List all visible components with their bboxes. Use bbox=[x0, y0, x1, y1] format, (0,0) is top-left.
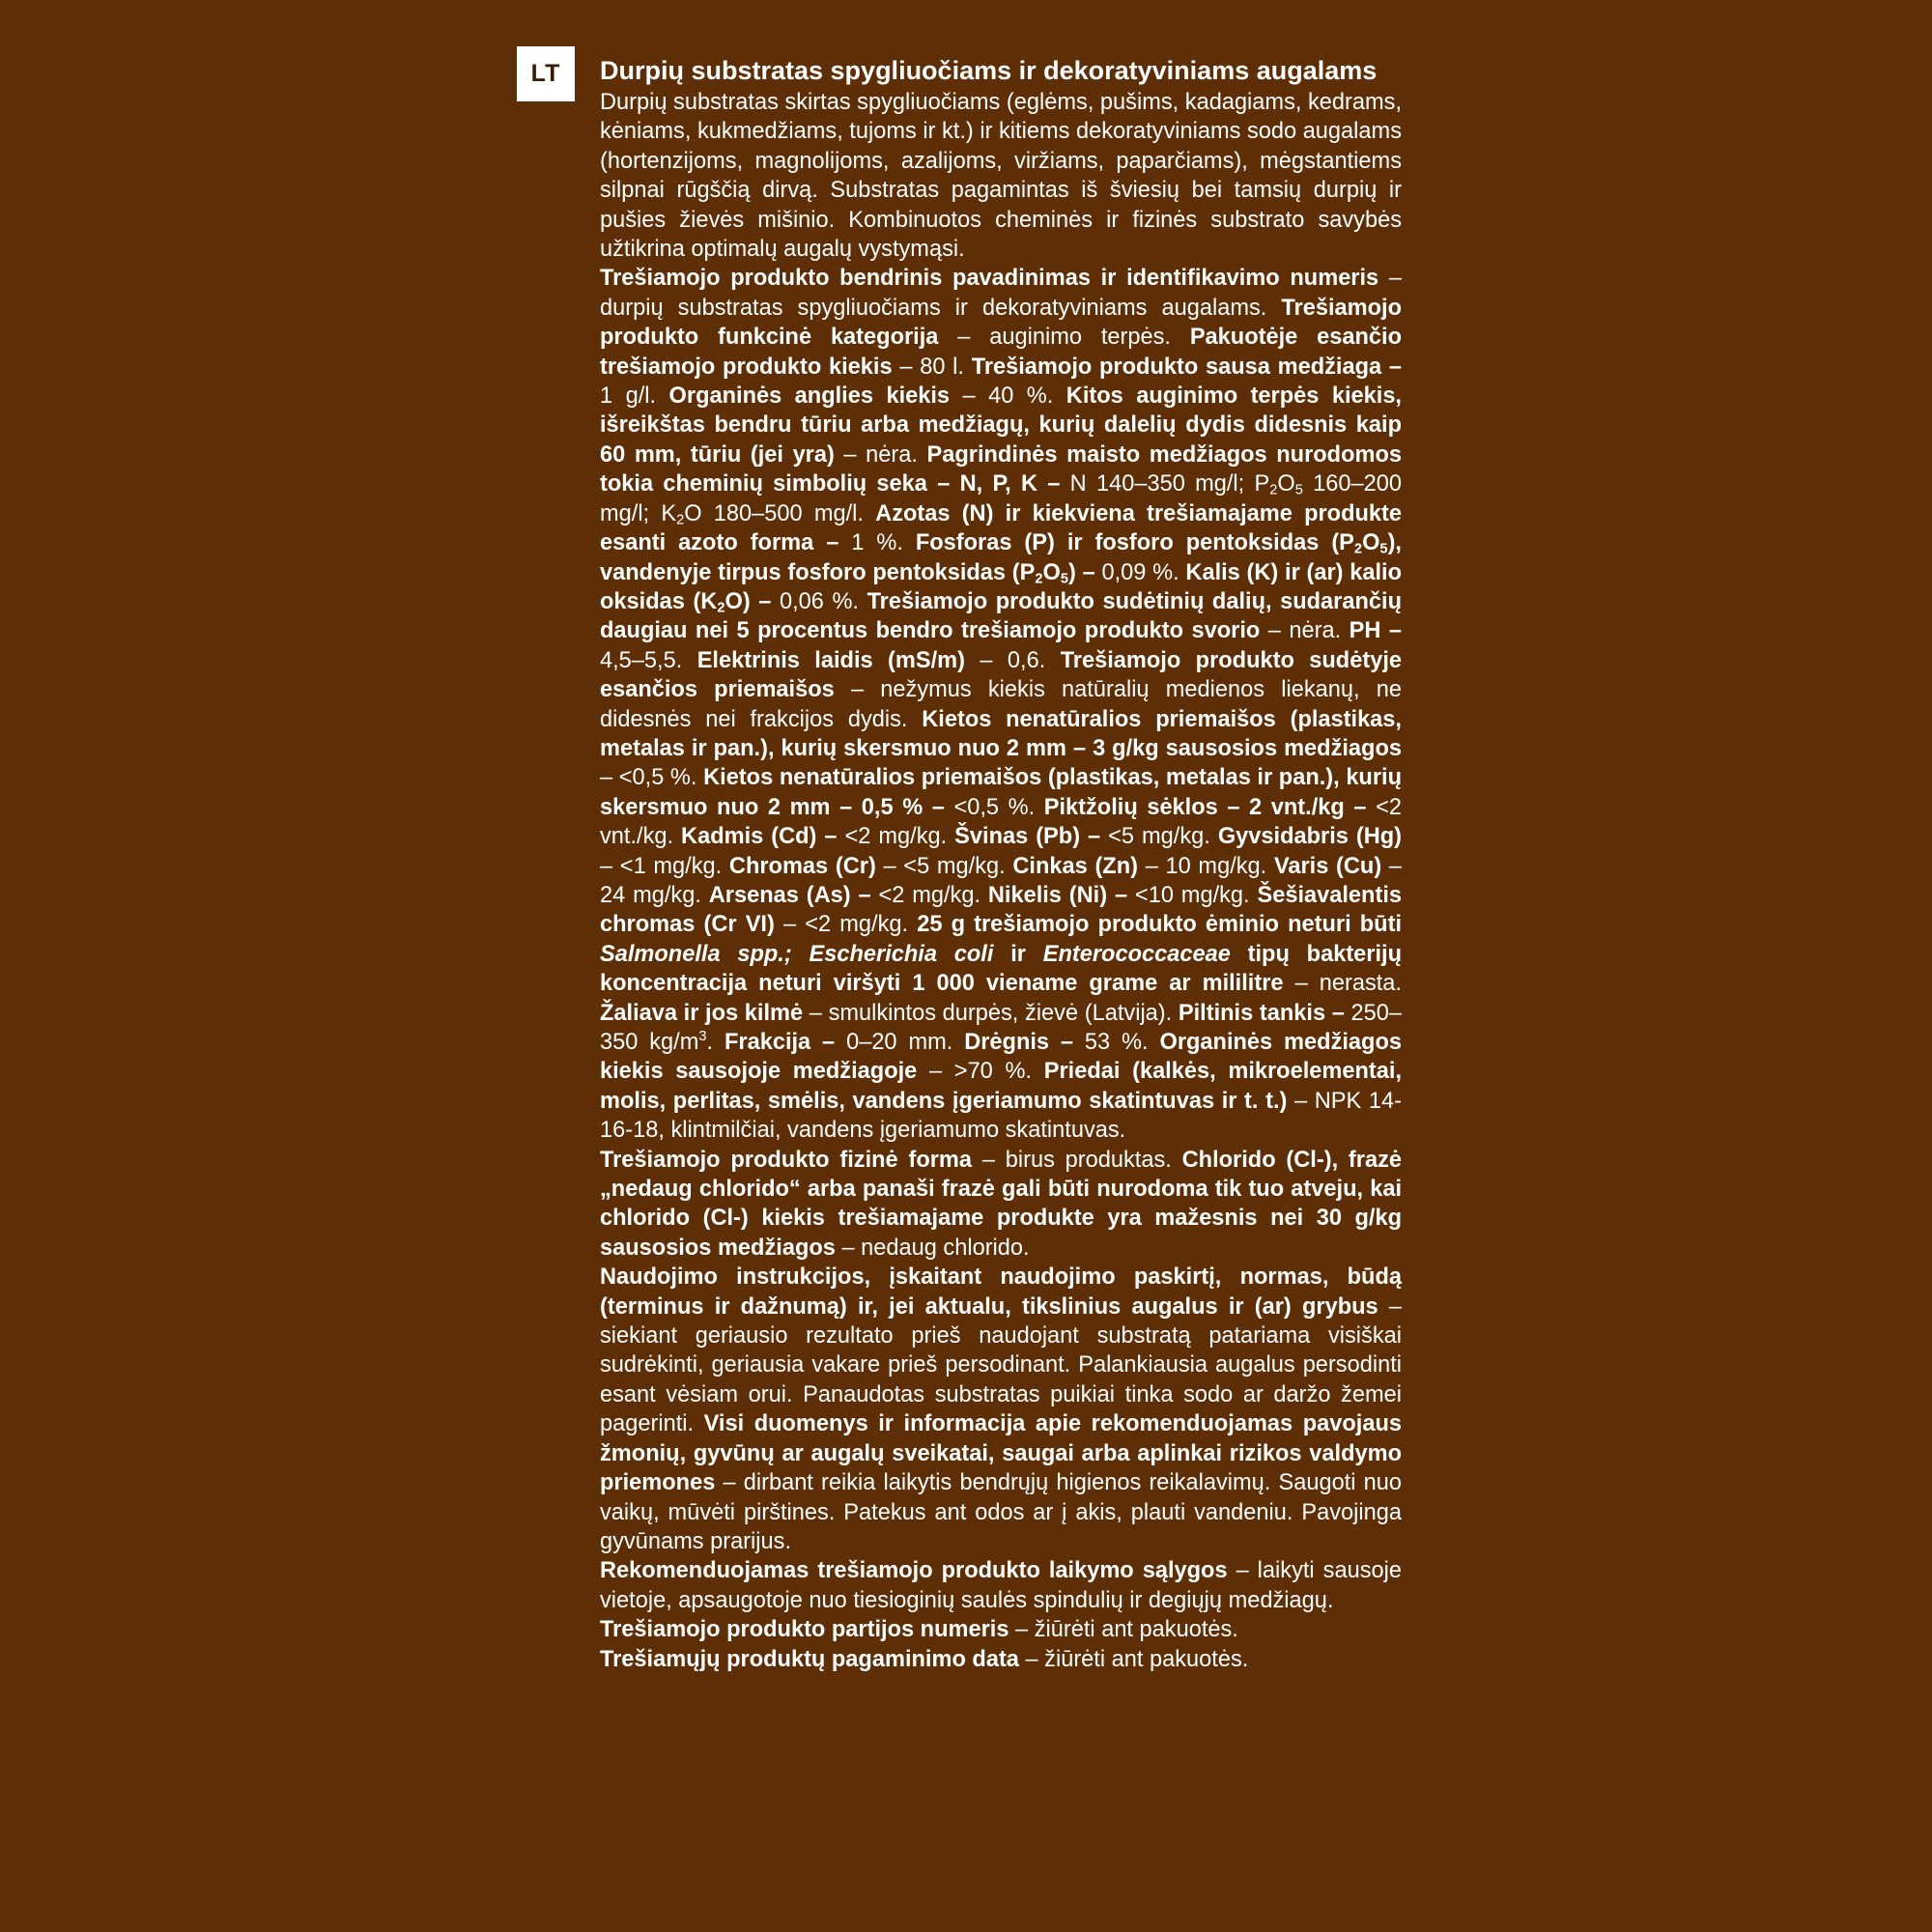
spec-label: Trešiamojo produkto bendrinis pavadinimas ir identifikavimo numeris bbox=[600, 266, 1379, 292]
subscript: 5 bbox=[1294, 482, 1303, 498]
production-date-line bbox=[600, 1645, 1402, 1674]
subscript: 2 bbox=[1269, 482, 1278, 498]
spec-label: Trešiamojo produkto partijos numeris bbox=[600, 1617, 1009, 1643]
spec-label: Žaliava ir jos kilmė bbox=[600, 1000, 804, 1026]
spec-value: <10 mg/kg. bbox=[1127, 882, 1258, 908]
spec-label: Cinkas (Zn) bbox=[1012, 853, 1138, 879]
spec-value: – 0,6. bbox=[965, 647, 1061, 673]
spec-label: Naudojimo instrukcijos, įskaitant naudojimo paskirtį, normas, būdą (terminus ir dažnumą) ir, jei aktualu, tikslinius augalus ir (ar) grybus bbox=[600, 1264, 1402, 1320]
spec-label: Pakuotėje esančio trešiamojo produkto kiekis bbox=[600, 325, 1402, 380]
spec-value: 0–20 mm. bbox=[835, 1030, 965, 1055]
spec-label-part: O) – bbox=[724, 588, 772, 614]
spec-value: – nerasta. bbox=[1283, 971, 1402, 997]
spec-label: PH – bbox=[1349, 618, 1403, 644]
spec-value: 4,5–5,5. bbox=[600, 647, 697, 673]
spec-label: Gyvsidabris (Hg) bbox=[1217, 824, 1403, 850]
spec-value: – 40 %. bbox=[950, 384, 1066, 410]
spec-label-part: Kalis (K) ir (ar) kalio oksidas (K bbox=[600, 559, 1402, 614]
subscript: 5 bbox=[1379, 541, 1388, 557]
spec-value: – 24 mg/kg. bbox=[600, 853, 1403, 908]
spec-value: – siekiant geriausio rezultato prieš naudojant substratą patariama visiškai sudrėkinti, geriausia vakare prieš persodinant. Palankiausia augalus persodinti esant vėsiam orui. Panaudotas substratas puikiai tinka sodo ar daržo žemei pagerinti. bbox=[600, 1293, 1402, 1437]
language-badge: LT bbox=[517, 46, 575, 101]
spec-value: – 10 mg/kg. bbox=[1138, 853, 1274, 879]
spec-value: – auginimo terpės. bbox=[938, 325, 1190, 351]
product-description: Durpių substratas skirtas spygliuočiams (eglėms, pušims, kadagiams, kedrams, kėniams, kukmedžiams, tujoms ir kt.) ir kitiems dekoratyviniams sodo augalams (hortenzijoms, magnolijoms, azalijoms, viržiams, paparčiams), mėgstantiems silpnai rūgščią dirvą. Substratas pagamintas iš šviesių bei tamsių durpių ir pušies žievės mišinio. Kombinuotos cheminės ir fizinės substrato savybės užtikrina optimalų augalų vystymąsi. bbox=[600, 90, 1403, 263]
spec-value: – žiūrėti ant pakuotės. bbox=[1009, 1617, 1238, 1643]
spec-label: Piktžolių sėklos – 2 vnt./kg – bbox=[1043, 794, 1367, 820]
product-title: Durpių substratas spygliuočiams ir dekoratyviniams augalams bbox=[600, 56, 1378, 85]
spec-label: Trešiamojo produkto sudėtinių dalių, sudarančių daugiau nei 5 procentus bendro trešiamojo produkto svorio bbox=[600, 588, 1402, 644]
subscript: 2 bbox=[676, 512, 685, 528]
spec-label: Trešiamojo produkto funkcinė kategorija bbox=[600, 295, 1402, 351]
spec-label: Kadmis (Cd) – bbox=[681, 824, 838, 850]
spec-label: Šešiavalentis chromas (Cr VI) bbox=[600, 882, 1402, 938]
spec-label: Švinas (Pb) – bbox=[954, 824, 1101, 850]
spec-label-part: 25 g trešiamojo produkto ėminio neturi būti bbox=[917, 912, 1402, 938]
spec-label-part: ) – bbox=[1068, 559, 1095, 585]
bacteria-name: Salmonella spp.; Escherichia coli bbox=[600, 941, 994, 967]
spec-value: 0,09 %. bbox=[1094, 559, 1186, 585]
spec-label-part: Fosforas (P) ir fosforo pentoksidas (P bbox=[915, 530, 1354, 556]
spec-value: 1 %. bbox=[838, 530, 916, 556]
spec-value: – nežymus kiekis natūralių medienos liekanų, ne didesnės nei frakcijos dydis. bbox=[600, 677, 1402, 732]
spec-value: 160–200 mg/l; K bbox=[600, 471, 1402, 526]
spec-value: – nėra. bbox=[1260, 618, 1350, 644]
spec-label-part: ), vandenyje tirpus fosforo pentoksidas (P bbox=[600, 530, 1402, 585]
spec-value: – nėra. bbox=[834, 441, 927, 468]
spec-value: <5 mg/kg. bbox=[1100, 824, 1218, 850]
subscript: 2 bbox=[1353, 541, 1363, 557]
spec-label: Chlorido (Cl-), frazė „nedaug chlorido“ arba panaši frazė gali būti nurodoma tik tuo atveju, kai chlorido (Cl-) kiekis trešiamajame produkte yra mažesnis nei 30 g/kg sausosios medžiagos bbox=[600, 1147, 1403, 1261]
spec-label-part: ir bbox=[993, 941, 1043, 967]
batch-number-line bbox=[600, 1615, 1402, 1644]
spec-label: Kietos nenatūralios priemaišos (plastikas, metalas ir pan.), kurių skersmuo nuo 2 mm – 3 g/kg sausosios medžiagos bbox=[600, 706, 1402, 761]
spec-value: – durpių substratas spygliuočiams ir dekoratyviniams augalams. bbox=[600, 266, 1402, 321]
spec-value: 250–350 kg/m bbox=[600, 1000, 1402, 1055]
spec-label: Nikelis (Ni) – bbox=[987, 882, 1128, 908]
spec-value: 0,06 %. bbox=[771, 588, 867, 614]
spec-label: Trešiamojo produkto sudėtyje esančios priemaišos bbox=[600, 647, 1402, 703]
spec-label: Azotas (N) ir kiekviena trešiamajame produkte esanti azoto forma – bbox=[600, 500, 1403, 556]
bacteria-name: Enterococcaceae bbox=[1042, 941, 1231, 967]
spec-label: Visi duomenys ir informacija apie rekomenduojamas pavojaus žmonių, gyvūnų ar augalų sveikatai, saugai arba aplinkai rizikos valdymo priemones bbox=[600, 1411, 1402, 1496]
spec-value: <2 vnt./kg. bbox=[600, 794, 1402, 850]
spec-value: – laikyti sausoje vietoje, apsaugotoje nuo tiesioginių saulės spindulių ir degiųjų medžiagų. bbox=[600, 1558, 1402, 1613]
spec-label: Fosforas (P) ir fosforo pentoksidas $(P_2O_5)$, vandenyje tirpus fosforo pentoksidas $(P_2O_5)$ – bbox=[600, 530, 1402, 587]
spec-value: O 180–500 mg/l. bbox=[684, 500, 876, 526]
subscript: 2 bbox=[717, 600, 725, 616]
superscript: 3 bbox=[698, 1029, 707, 1045]
spec-label: Piltinis tankis – bbox=[1178, 1000, 1345, 1026]
spec-label: Kietos nenatūralios priemaišos (plastikas, metalas ir pan.), kurių skersmuo nuo 2 mm – 0,5 % – bbox=[600, 765, 1402, 820]
spec-value: <0,5 %. bbox=[944, 794, 1044, 820]
storage-paragraph bbox=[600, 1556, 1402, 1615]
spec-value: – dirbant reikia laikytis bendrųjų higienos reikalavimų. Saugoti nuo vaikų, mūvėti pirštines. Patekus ant odos ar į akis, plauti vandeniu. Pavojinga gyvūnams prarijus. bbox=[600, 1470, 1402, 1554]
subscript: 2 bbox=[1035, 571, 1043, 587]
spec-label: Organinės medžiagos kiekis sausojoje medžiagoje bbox=[600, 1030, 1402, 1085]
product-label-text bbox=[600, 55, 1402, 1674]
spec-value: – <0,5 %. bbox=[600, 765, 704, 791]
spec-label: Rekomenduojamas trešiamojo produkto laikymo sąlygos bbox=[600, 1558, 1228, 1584]
spec-label: Organinės anglies kiekis bbox=[668, 384, 951, 410]
spec-label: Elektrinis laidis (mS/m) bbox=[696, 647, 965, 673]
spec-value: – 80 l. bbox=[892, 354, 972, 380]
physical-form-paragraph bbox=[600, 1146, 1402, 1264]
spec-value: – nedaug chlorido. bbox=[835, 1235, 1030, 1261]
product-specification: Trešiamojo produkto bendrinis pavadinimas ir identifikavimo numeris – durpių substratas spygliuočiams ir dekoratyviniams augalams. Trešiamojo produkto funkcinė kategorija – auginimo terpės. Pakuotėje esančio trešiamojo produkto kiekis – 80 l. Trešiamojo produkto sausa medžiaga – 1 g/l. Organinės anglies kiekis – 40 %. Kitos auginimo terpės kiekis, išreikštas bendru tūriu arba medžiagų, kurių dalelių dydis didesnis kaip 60 mm, tūriu (jei yra) – nėra. Pagrindinės maisto medžiagos nurodomos tokia cheminių simbolių seka – N, P, K – N 140–350 mg/l; $P_2O_5$ 160–200 mg/l; $K_2O$ 180–500 mg/l. Azotas (N) ir kiekviena trešiamajame produkte esanti azoto forma – 1 %. Fosforas (P) ir fosforo pentoksidas $(P_2O_5)$, vandenyje tirpus fosforo pentoksidas $(P_2O_5) - 0,09$ %. Kalis (K) ir (ar) kalio oksidas $(K_2O) - 0,06$ %. Trešiamojo produkto sudėtinių dalių, sudarančių daugiau nei 5 procentus bendro trešiamojo produkto svorio – nėra. PH – 4,5–5,5. Elektrinis laidis (mS/m) – 0,6. Trešiamojo produkto sudėtyje esančios priemaišos – nežymus kiekis natūralių medienos liekanų, ne didesnės nei frakcijos dydis. Kietos nenatūralios priemaišos (plastikas, metalas ir pan.), kurių skersmuo nuo 2 mm – 3 g/kg sausosios medžiagos – <0,5 %. Kietos nenatūralios priemaišos (plastikas, metalas ir pan.), kurių skersmuo nuo 2 mm – 0,5 % – <0,5 %. Piktžolių sėklos – 2 vnt./kg – <2 vnt./kg. Kadmis (Cd) – <2 mg/kg. Švinas (Pb) – <5 mg/kg. Gyvsidabris (Hg) – <1 mg/kg. Chromas (Cr) – <5 mg/kg. Cinkas (Zn) – 10 mg/kg. Varis (Cu) – 24 mg/kg. Arsenas (As) – <2 mg/kg. Nikelis (Ni) – <10 mg/kg. Šešiavalentis chromas (Cr VI) – <2 mg/kg. 25 g trešiamojo produkto ėminio neturi būti Salmonella spp.; Escherichia coli ir Enterococcaceae tipų bakterijų koncentracija neturi viršyti 1 000 viename grame ar mililitre – nerasta. Žaliava ir jos kilmė – smulkintos durpės, žievė (Latvija). Piltinis tankis – 250–350 $kg/m^3$. Frakcija – 0–20 mm. Drėgnis – 53 %. Organinės medžiagos kiekis sausojoje medžiagoje – >70 %. Priedai (kalkės, mikroelementai, molis, perlitas, smėlis, vandens įgeriamumo skatintuvas ir t. t.) – NPK 14-16-18, klintmilčiai, vandens įgeriamumo skatintuvas. bbox=[600, 266, 1403, 1144]
spec-value: N 140–350 mg/l; P bbox=[1060, 471, 1270, 497]
spec-label: Trešiamojo produkto sausa medžiaga – bbox=[971, 354, 1402, 380]
spec-label: Chromas (Cr) bbox=[728, 853, 876, 879]
spec-label-part: tipų bakterijų koncentracija neturi viršyti 1 000 viename grame ar mililitre bbox=[600, 941, 1402, 997]
spec-label: Pagrindinės maisto medžiagos nurodomos tokia cheminių simbolių seka – N, P, K – bbox=[600, 441, 1403, 497]
spec-value: – žiūrėti ant pakuotės. bbox=[1018, 1646, 1249, 1672]
spec-value: – <1 mg/kg. bbox=[600, 853, 729, 879]
spec-value: <2 mg/kg. bbox=[837, 824, 955, 850]
spec-value: – NPK 14-16-18, klintmilčiai, vandens įgeriamumo skatintuvas. bbox=[600, 1088, 1402, 1144]
spec-value: – birus produktas. bbox=[972, 1147, 1182, 1173]
spec-label: Kitos auginimo terpės kiekis, išreikštas bendru tūriu arba medžiagų, kurių dalelių dydis didesnis kaip 60 mm, tūriu (jei yra) bbox=[600, 384, 1402, 468]
spec-label: Trešiamųjų produktų pagaminimo data bbox=[600, 1646, 1019, 1672]
subscript: 5 bbox=[1060, 571, 1069, 587]
spec-value: – <2 mg/kg. bbox=[774, 912, 918, 938]
spec-label: Arsenas (As) – bbox=[708, 882, 871, 908]
spec-label: Priedai (kalkės, mikroelementai, molis, perlitas, smėlis, vandens įgeriamumo skatintuvas ir t. t.) bbox=[600, 1059, 1402, 1114]
spec-value: <2 mg/kg. bbox=[870, 882, 988, 908]
spec-value: 53 %. bbox=[1073, 1030, 1160, 1055]
spec-value: – >70 %. bbox=[917, 1059, 1044, 1085]
spec-label: Drėgnis – bbox=[964, 1030, 1074, 1055]
usage-paragraph bbox=[600, 1263, 1402, 1556]
spec-label: Frakcija – bbox=[724, 1030, 836, 1055]
spec-value: – <5 mg/kg. bbox=[875, 853, 1013, 879]
spec-label: Trešiamojo produkto fizinė forma bbox=[600, 1147, 973, 1173]
spec-value: – smulkintos durpės, žievė (Latvija). bbox=[803, 1000, 1179, 1026]
spec-label: Varis (Cu) bbox=[1273, 853, 1382, 879]
spec-value: 1 g/l. bbox=[600, 384, 669, 410]
